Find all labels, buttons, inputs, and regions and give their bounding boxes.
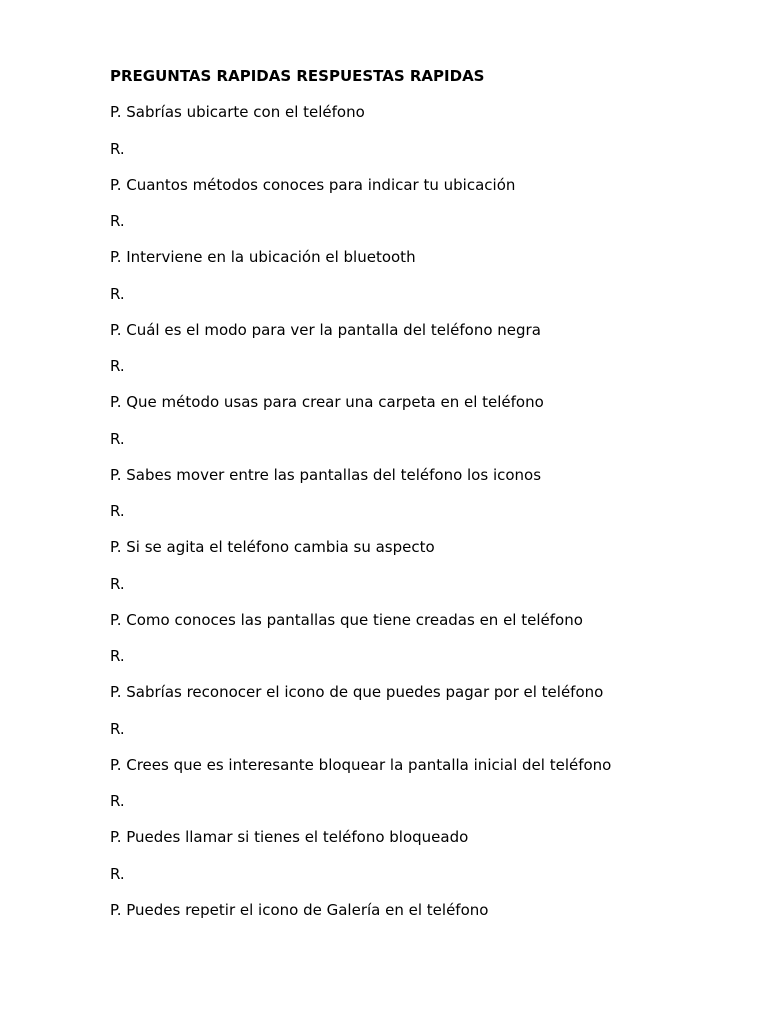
- qa-pair: [110, 537, 730, 594]
- question-text: P. Cuantos métodos conoces para indicar tu ubicación: [110, 175, 516, 194]
- answer-text: R.: [110, 502, 125, 520]
- question-text: P. Cuál es el modo para ver la pantalla del teléfono negra: [110, 320, 541, 339]
- question-text: P. Sabrías reconocer el icono de que puedes pagar por el teléfono: [110, 683, 604, 701]
- question-text: P. Sabrías ubicarte con el teléfono: [110, 103, 365, 121]
- qa-pair: [110, 827, 730, 884]
- qa-pair: [110, 465, 730, 522]
- question-text: P. Como conoces las pantallas que tiene creadas en el teléfono: [110, 610, 583, 629]
- answer-text: R.: [110, 139, 125, 158]
- qa-pair: [110, 392, 730, 449]
- question-text: P. Puedes llamar si tienes el teléfono bloqueado: [110, 828, 469, 846]
- qa-pair: [110, 320, 730, 377]
- qa-pair: [110, 610, 730, 667]
- question-text: P. Crees que es interesante bloquear la pantalla inicial del teléfono: [110, 755, 612, 774]
- answer-text: R.: [110, 792, 125, 810]
- answer-text: R.: [110, 864, 125, 883]
- answer-text: R.: [110, 284, 125, 303]
- answer-text: R.: [110, 719, 125, 738]
- qa-pair: [110, 900, 730, 920]
- question-text: P. Si se agita el teléfono cambia su aspecto: [110, 538, 435, 556]
- document-body: [110, 66, 730, 920]
- question-list: [110, 102, 730, 920]
- qa-pair: [110, 175, 730, 232]
- question-text: P. Sabes mover entre las pantallas del teléfono los iconos: [110, 465, 542, 484]
- qa-pair: [110, 247, 730, 304]
- answer-text: R.: [110, 647, 125, 665]
- qa-pair: [110, 682, 730, 739]
- question-text: P. Puedes repetir el icono de Galería en el teléfono: [110, 900, 489, 919]
- qa-pair: [110, 102, 730, 159]
- qa-pair: [110, 755, 730, 812]
- answer-text: R.: [110, 429, 125, 448]
- answer-text: R.: [110, 357, 125, 375]
- question-text: P. Que método usas para crear una carpeta en el teléfono: [110, 393, 544, 411]
- document-title: PREGUNTAS RAPIDAS RESPUESTAS RAPIDAS: [110, 67, 485, 85]
- answer-text: R.: [110, 574, 125, 593]
- answer-text: R.: [110, 212, 125, 230]
- question-text: P. Interviene en la ubicación el bluetooth: [110, 248, 416, 266]
